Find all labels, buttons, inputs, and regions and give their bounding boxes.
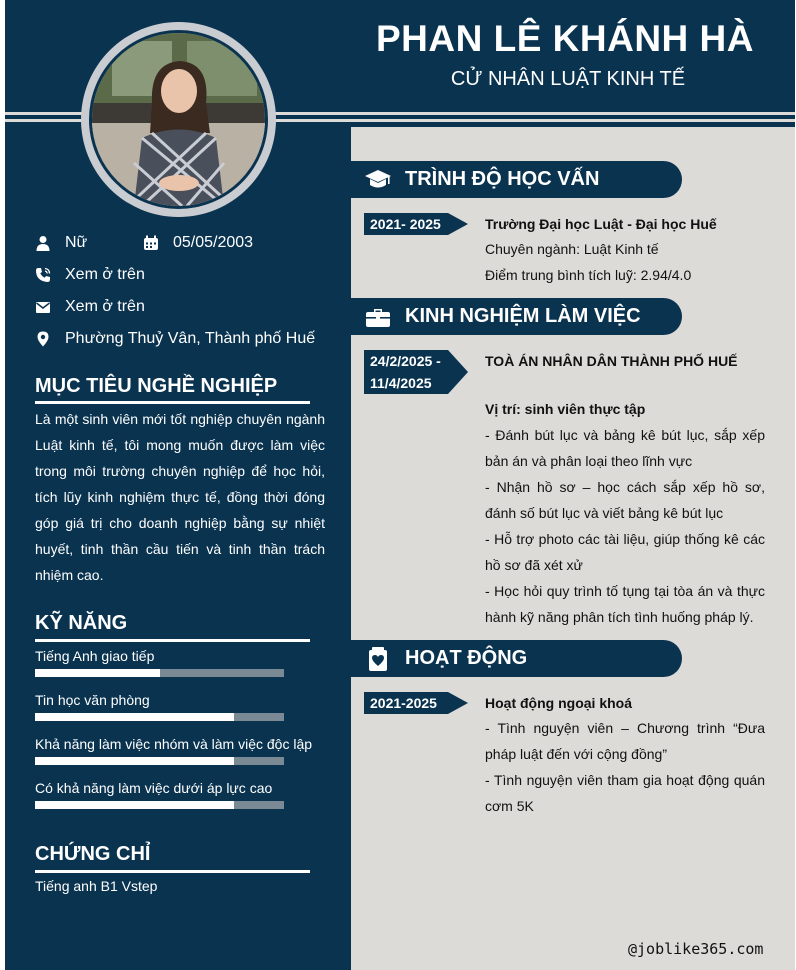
- experience-heading-bar: [351, 298, 682, 335]
- briefcase-icon: [364, 303, 392, 331]
- activities-heading-bar: [351, 640, 682, 677]
- avatar: [92, 33, 265, 206]
- certificates-rule: [35, 870, 310, 873]
- skill-label: Khả năng làm việc nhóm và làm việc độc lập: [35, 736, 313, 752]
- experience-duty: - Hỗ trợ photo các tài liệu, giúp thống kê các hồ sơ đã xét xử: [485, 531, 765, 573]
- calendar-icon: [143, 235, 159, 251]
- experience-position: Vị trí: sinh viên thực tập: [485, 401, 646, 417]
- education-period: 2021- 2025: [370, 216, 441, 232]
- education-gpa: Điểm trung bình tích luỹ: 2.94/4.0: [485, 267, 692, 283]
- education-heading-bar: [351, 161, 682, 198]
- skill-bar-fill: [35, 669, 160, 677]
- phone-value: Xem ở trên: [65, 266, 145, 283]
- person-icon: [35, 235, 51, 251]
- experience-period-tag: [364, 350, 448, 394]
- avatar-frame: [81, 22, 276, 217]
- birthdate-row: [143, 234, 253, 252]
- experience-period-start: 24/2/2025 -: [370, 353, 441, 369]
- experience-duty: - Học hỏi quy trình tố tụng tại tòa án và thực hành kỹ năng phân tích tình huống pháp lý.: [485, 583, 765, 625]
- candidate-name: PHAN LÊ KHÁNH HÀ: [376, 18, 754, 59]
- skill-bar: [35, 669, 284, 677]
- activities-heading: HOẠT ĐỘNG: [405, 647, 528, 669]
- experience-duty: - Đánh bút lục và bảng kê bút lục, sắp xếp bản án và phân loại theo lĩnh vực: [485, 427, 765, 469]
- birthdate-value: 05/05/2003: [173, 234, 254, 251]
- email-row: [35, 298, 145, 316]
- activities-period: 2021-2025: [370, 695, 437, 711]
- certificate-item: Tiếng anh B1 Vstep: [35, 878, 158, 894]
- activity-item: - Tình nguyện viên – Chương trình “Đưa pháp luật đến với cộng đồng”: [485, 720, 765, 762]
- skill-bar: [35, 801, 284, 809]
- skills-heading: KỸ NĂNG: [35, 612, 128, 634]
- address-row: [35, 330, 315, 348]
- phone-row: [35, 266, 145, 284]
- address-value: Phường Thuỷ Vân, Thành phố Huế: [65, 330, 316, 347]
- skills-rule: [35, 639, 310, 642]
- experience-period-end: 11/4/2025: [370, 375, 432, 391]
- education-period-tag: [364, 213, 448, 235]
- gender-row: [35, 234, 87, 252]
- phone-icon: [35, 267, 51, 283]
- experience-heading: KINH NGHIỆM LÀM VIỆC: [405, 305, 641, 327]
- objective-heading: MỤC TIÊU NGHỀ NGHIỆP: [35, 375, 278, 397]
- skill-label: Có khả năng làm việc dưới áp lực cao: [35, 780, 273, 796]
- experience-company: TOÀ ÁN NHÂN DÂN THÀNH PHỐ HUẾ: [485, 353, 738, 369]
- skill-bar-fill: [35, 713, 234, 721]
- activities-title: Hoạt động ngoại khoá: [485, 695, 632, 711]
- email-value: Xem ở trên: [65, 298, 145, 315]
- watermark: @joblike365.com: [628, 940, 764, 958]
- education-heading: TRÌNH ĐỘ HỌC VẤN: [405, 168, 600, 190]
- activity-item: - Tình nguyện viên tham gia hoạt động quán cơm 5K: [485, 772, 765, 814]
- skill-bar-fill: [35, 757, 234, 765]
- map-pin-icon: [35, 331, 51, 347]
- gender-value: Nữ: [65, 234, 88, 251]
- skill-bar-fill: [35, 801, 234, 809]
- skill-label: Tin học văn phòng: [35, 692, 150, 708]
- envelope-icon: [35, 299, 51, 315]
- skill-label: Tiếng Anh giao tiếp: [35, 648, 155, 664]
- education-school: Trường Đại học Luật - Đại học Huế: [485, 216, 717, 232]
- skill-bar: [35, 713, 284, 721]
- activities-period-tag: [364, 692, 448, 714]
- skill-bar: [35, 757, 284, 765]
- objective-text: Là một sinh viên mới tốt nghiệp chuyên ngành Luật kinh tế, tôi mong muốn được làm việc trong môi trường chuyên nghiệp để học hỏi, tích lũy kinh nghiệm thực tế, đồng thời đóng góp giá trị cho doanh nghiệp bằng sự nhiệt huyết, tinh thần cầu tiến và tinh thần trách nhiệm cao.: [35, 411, 325, 583]
- graduation-cap-icon: [364, 166, 392, 194]
- experience-duty: - Nhận hồ sơ – học cách sắp xếp hồ sơ, đánh số bút lục và viết bảng kê bút lục: [485, 479, 765, 521]
- heart-badge-icon: [364, 645, 392, 673]
- education-major: Chuyên ngành: Luật Kinh tế: [485, 241, 659, 257]
- objective-rule: [35, 401, 310, 404]
- candidate-title: CỬ NHÂN LUẬT KINH TẾ: [450, 68, 686, 90]
- certificates-heading: CHỨNG CHỈ: [35, 843, 151, 865]
